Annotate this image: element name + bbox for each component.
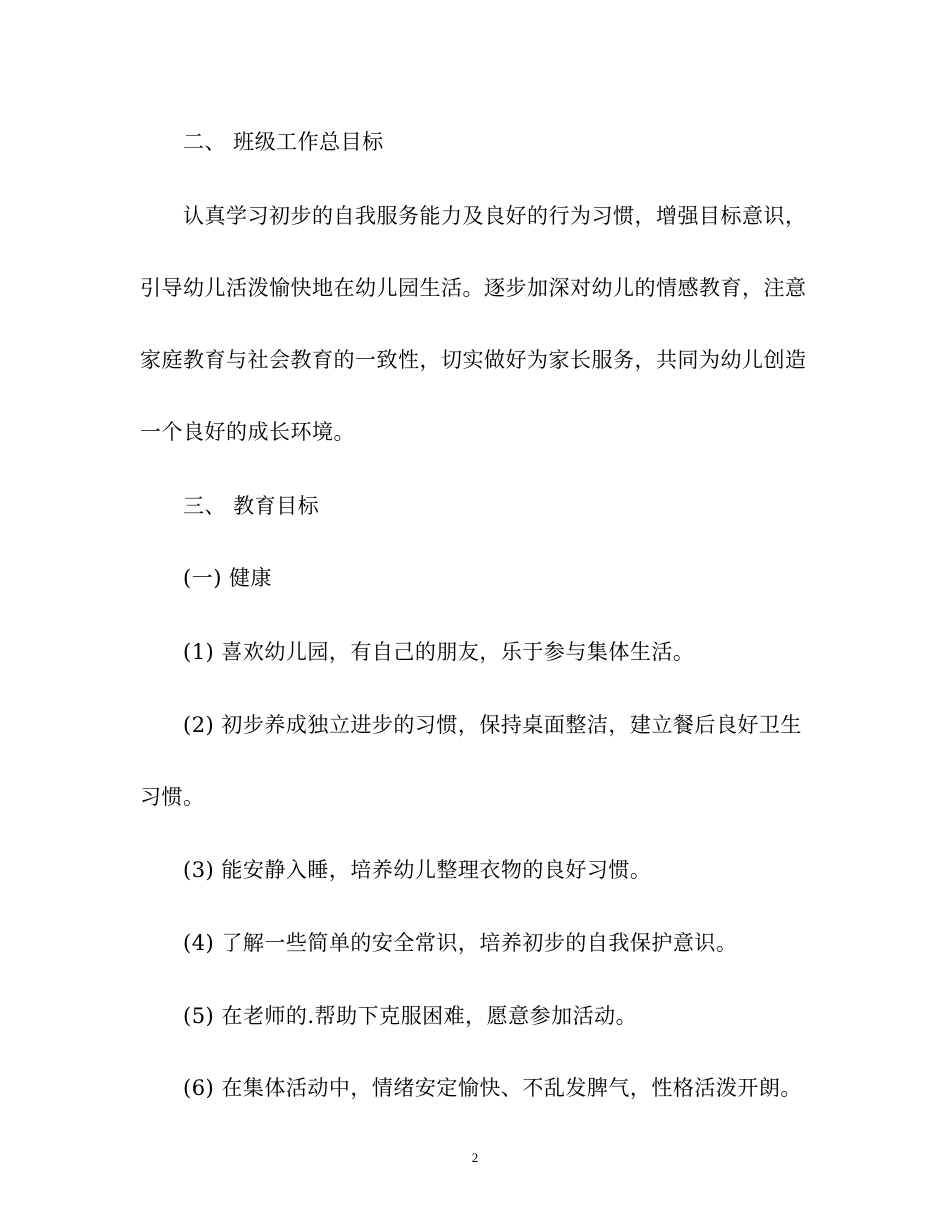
list-item-continuation: 习惯。	[140, 785, 205, 809]
paragraph-line: 引导幼儿活泼愉快地在幼儿园生活。逐步加深对幼儿的情感教育，注意	[140, 276, 807, 300]
section-heading-3: 三、 教育目标	[183, 494, 320, 518]
subheading-health: (一) 健康	[183, 566, 273, 590]
page-number: 2	[471, 1150, 479, 1165]
list-item: (6) 在集体活动中，情绪安定愉快、不乱发脾气，性格活泼开朗。	[183, 1076, 802, 1100]
list-item: (1) 喜欢幼儿园，有自己的朋友，乐于参与集体生活。	[183, 640, 695, 664]
list-item: (5) 在老师的.帮助下克服困难，愿意参加活动。	[183, 1004, 638, 1028]
paragraph-line: 认真学习初步的自我服务能力及良好的行为习惯，增强目标意识，	[183, 204, 807, 228]
list-item: (2) 初步养成独立进步的习惯，保持桌面整洁，建立餐后良好卫生	[183, 713, 802, 737]
list-item: (4) 了解一些简单的安全常识，培养初步的自我保护意识。	[183, 931, 738, 955]
paragraph-line: 家庭教育与社会教育的一致性，切实做好为家长服务，共同为幼儿创造	[140, 348, 807, 372]
paragraph-line: 一个良好的成长环境。	[140, 420, 355, 444]
list-item: (3) 能安静入睡，培养幼儿整理衣物的良好习惯。	[183, 858, 652, 882]
section-heading-2: 二、 班级工作总目标	[183, 130, 384, 154]
